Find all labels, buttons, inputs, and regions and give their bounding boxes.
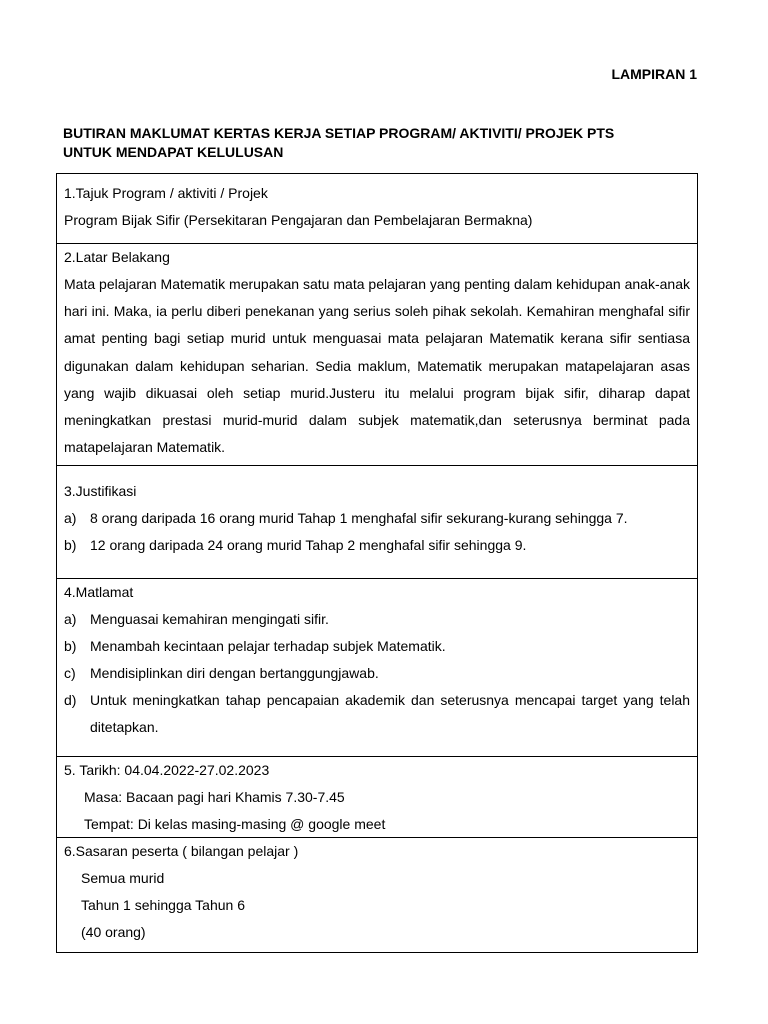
list-text: Mendisiplinkan diri dengan bertanggungjawab. bbox=[90, 665, 379, 682]
section-tarikh bbox=[57, 757, 698, 838]
list-marker: b) bbox=[64, 638, 77, 655]
form-table bbox=[56, 173, 698, 953]
sasaran-line-1: Semua murid bbox=[81, 870, 165, 887]
section-justifikasi bbox=[57, 466, 698, 579]
list-text: Menguasai kemahiran mengingati sifir. bbox=[90, 611, 329, 628]
list-item bbox=[64, 505, 690, 532]
matlamat-list bbox=[64, 606, 690, 741]
list-item bbox=[64, 532, 690, 559]
list-item bbox=[64, 660, 690, 687]
section-sasaran bbox=[57, 838, 698, 953]
latar-paragraph: Mata pelajaran Matematik merupakan satu mata pelajaran yang penting dalam kehidupan anak-anak hari ini. Maka, ia perlu diberi penekanan yang serius soleh pihak sekolah. Kemahiran menghafal sifir amat penting bagi setiap murid untuk menguasai mata pelajaran Matematik kerana sifir sentiasa digunakan dalam kehidupan seharian. Sedia maklum, Matematik merupakan matapelajaran asas yang wajib dikuasai oleh setiap murid.Justeru itu melalui program bijak sifir, diharap dapat meningkatkan prestasi murid-murid dalam subjek matematik,dan seterusnya berminat pada matapelajaran Matematik. bbox=[64, 276, 690, 456]
section-matlamat bbox=[57, 579, 698, 757]
title-line-1: BUTIRAN MAKLUMAT KERTAS KERJA SETIAP PROGRAM/ AKTIVITI/ PROJEK PTS bbox=[63, 125, 615, 141]
title-line-2: UNTUK MENDAPAT KELULUSAN bbox=[63, 144, 284, 160]
list-text: Menambah kecintaan pelajar terhadap subjek Matematik. bbox=[90, 638, 446, 655]
list-text: Untuk meningkatkan tahap pencapaian akademik dan seterusnya mencapai target yang telah ditetapkan. bbox=[90, 692, 690, 736]
section-latar bbox=[57, 244, 698, 466]
tarikh-heading: 5. Tarikh: 04.04.2022-27.02.2023 bbox=[64, 762, 270, 779]
list-marker: b) bbox=[64, 537, 77, 554]
sasaran-line-3: (40 orang) bbox=[81, 924, 146, 941]
list-marker: d) bbox=[64, 692, 77, 709]
list-text: 8 orang daripada 16 orang murid Tahap 1 menghafal sifir sekurang-kurang sehingga 7. bbox=[90, 510, 628, 527]
justifikasi-heading: 3.Justifikasi bbox=[64, 483, 137, 500]
tajuk-heading: 1.Tajuk Program / aktiviti / Projek bbox=[64, 185, 268, 201]
list-item bbox=[64, 606, 690, 633]
sasaran-heading: 6.Sasaran peserta ( bilangan pelajar ) bbox=[64, 843, 299, 860]
lampiran-label: LAMPIRAN 1 bbox=[611, 66, 697, 82]
list-marker: a) bbox=[64, 611, 77, 628]
list-marker: c) bbox=[64, 665, 76, 682]
list-item bbox=[64, 633, 690, 660]
masa-line: Masa: Bacaan pagi hari Khamis 7.30-7.45 bbox=[84, 789, 345, 806]
list-text: 12 orang daripada 24 orang murid Tahap 2 menghafal sifir sehingga 9. bbox=[90, 537, 527, 554]
justifikasi-list bbox=[64, 505, 690, 559]
document-title bbox=[63, 124, 703, 162]
latar-heading: 2.Latar Belakang bbox=[64, 249, 170, 265]
sasaran-line-2: Tahun 1 sehingga Tahun 6 bbox=[81, 897, 245, 914]
list-item bbox=[64, 687, 690, 741]
section-tajuk bbox=[57, 174, 698, 244]
tempat-line: Tempat: Di kelas masing-masing @ google meet bbox=[84, 815, 386, 832]
list-marker: a) bbox=[64, 510, 77, 527]
tajuk-value: Program Bijak Sifir (Persekitaran Pengajaran dan Pembelajaran Bermakna) bbox=[64, 212, 533, 228]
matlamat-heading: 4.Matlamat bbox=[64, 584, 134, 601]
